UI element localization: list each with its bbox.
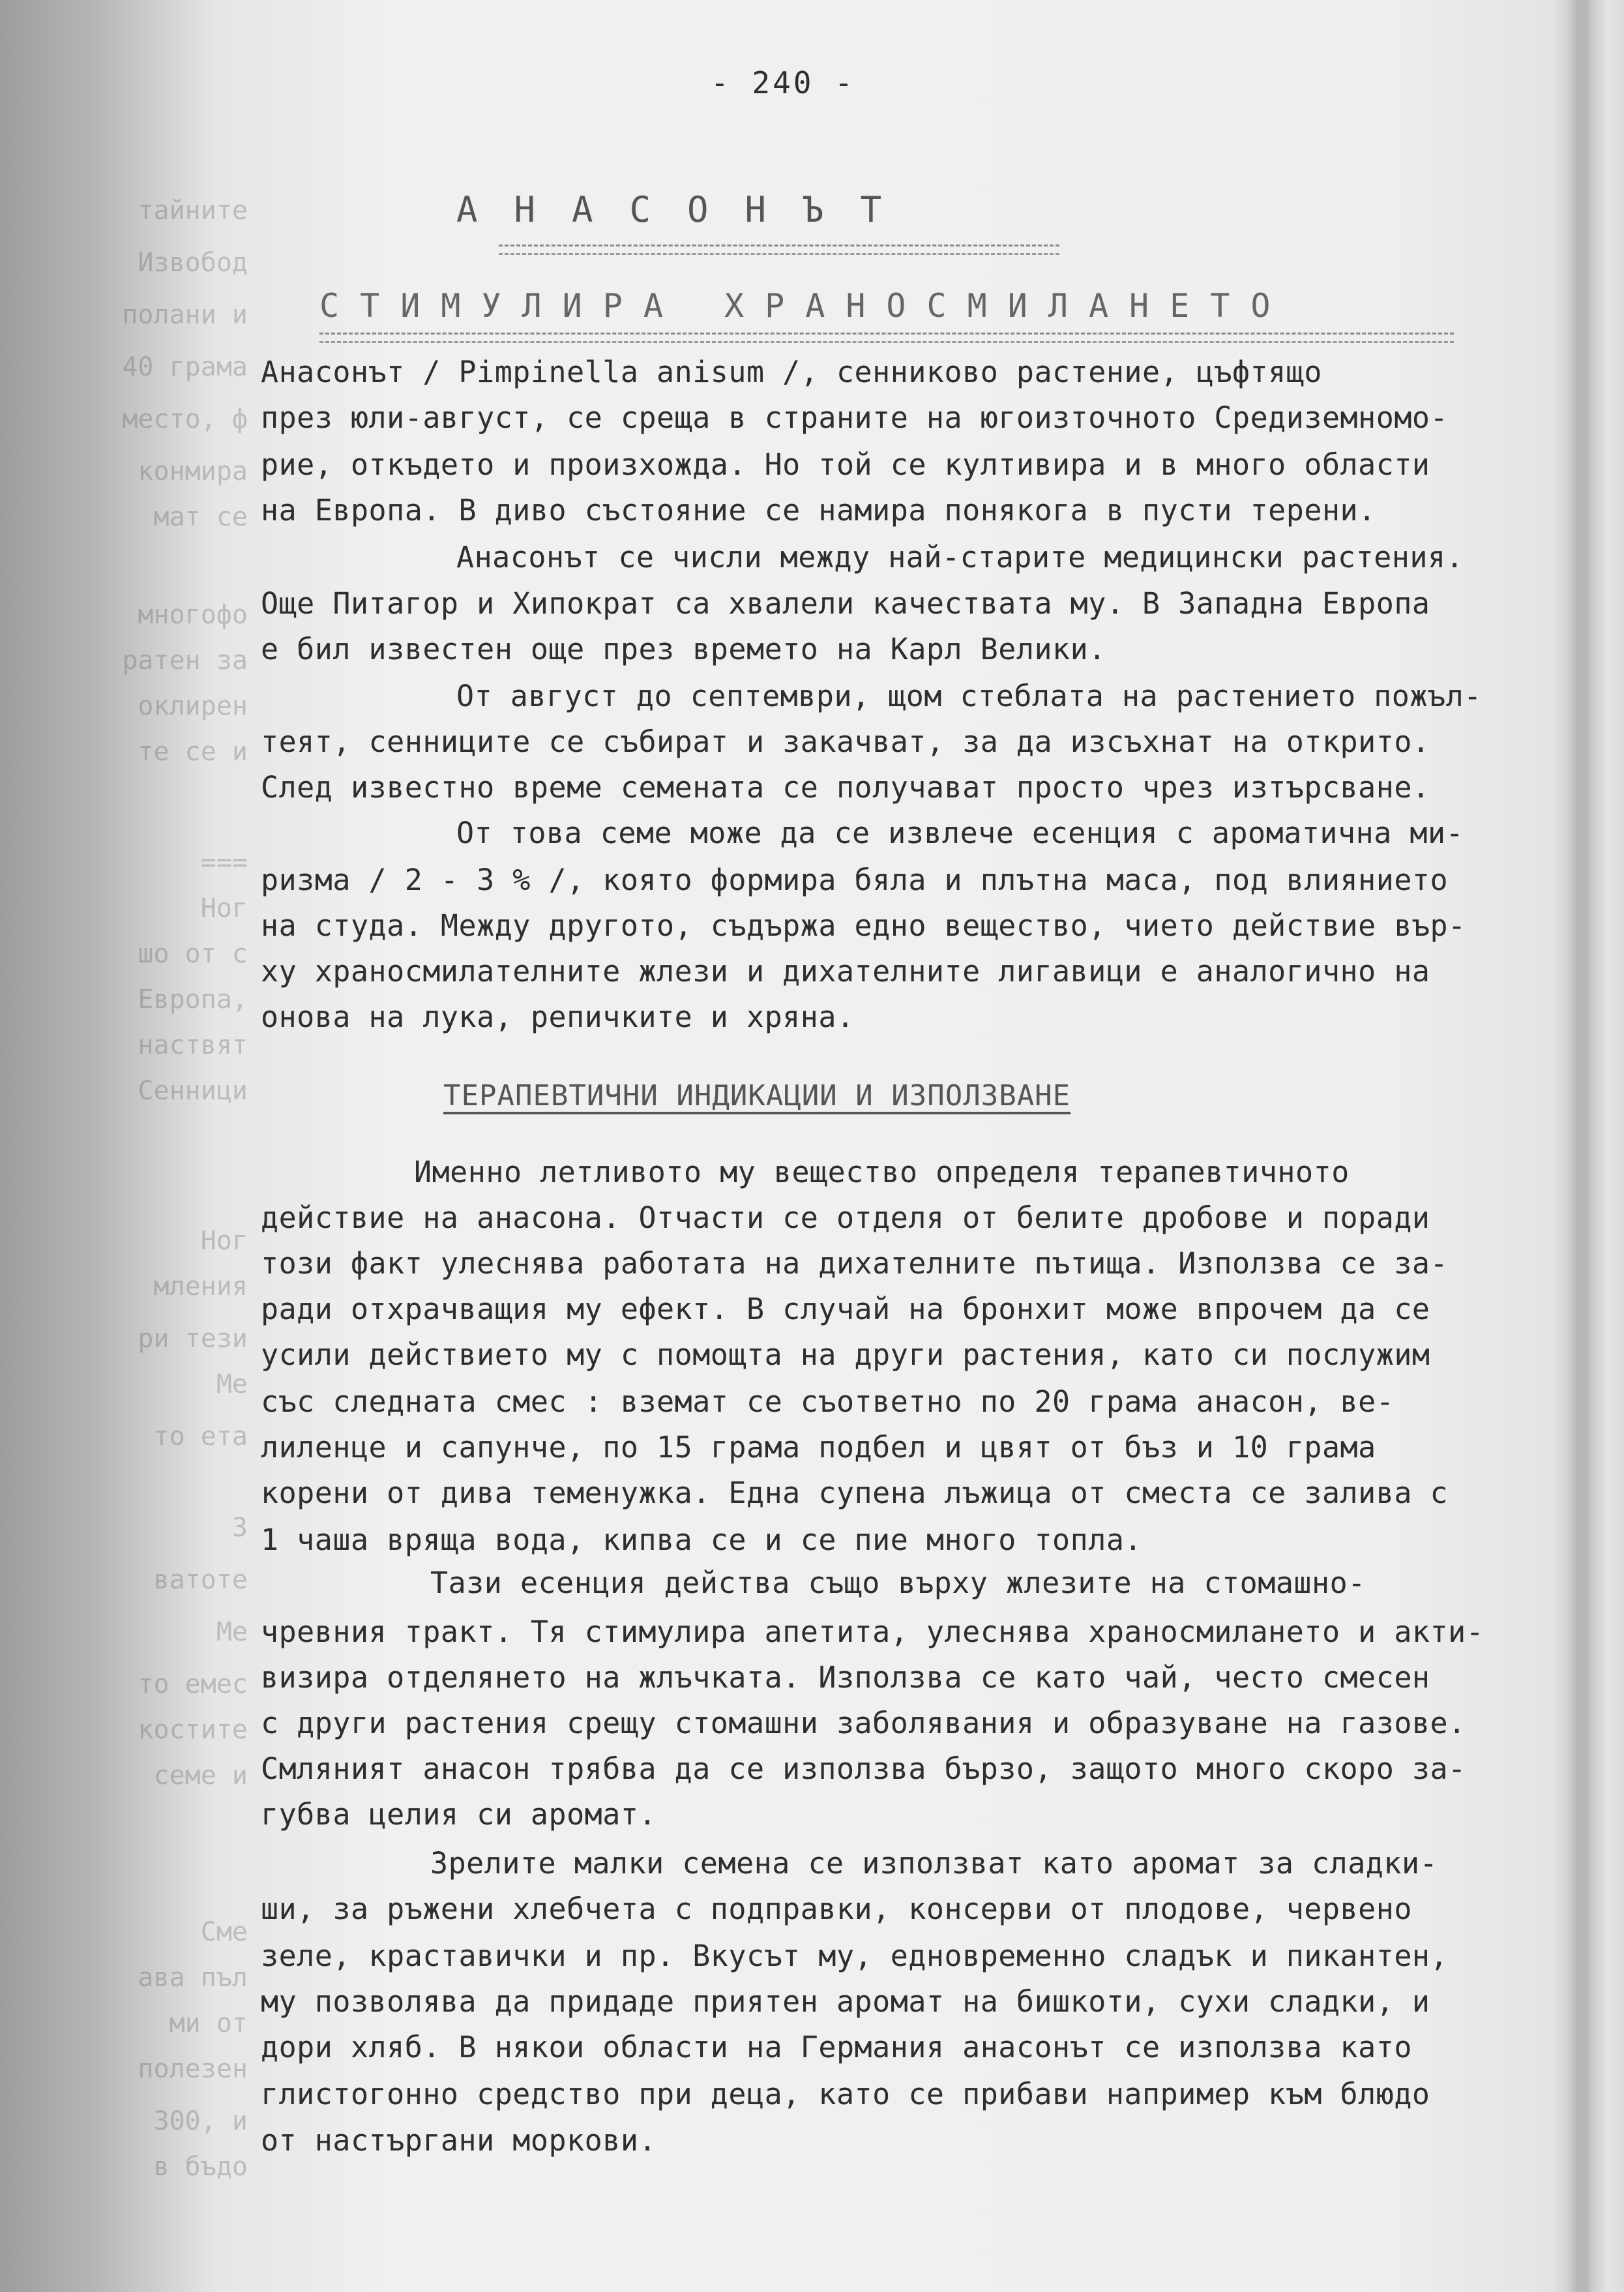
body-line: От август до септември, щом стеблата на растението пожъл- — [456, 679, 1482, 713]
bleed-text: З — [231, 1513, 248, 1543]
page-edge-shadow — [1568, 0, 1607, 2292]
bleed-text: Ме — [216, 1617, 248, 1647]
body-line: е бил известен още през времето на Карл Велики. — [261, 632, 1106, 666]
body-line: ради отхрачващия му ефект. В случай на бронхит може впрочем да се — [261, 1292, 1430, 1326]
bleed-through-margin — [0, 0, 248, 2292]
bleed-text: мат се — [153, 502, 248, 532]
title-underline — [499, 245, 1059, 246]
body-line: на студа. Между другото, съдържа едно вещество, чието действие вър- — [261, 908, 1466, 943]
bleed-text: ратен за — [122, 646, 248, 676]
body-line: 1 чаша вряща вода, кипва се и се пие много топла. — [261, 1523, 1143, 1557]
body-line: След известно време семената се получават просто чрез изтърсване. — [261, 770, 1430, 805]
body-line: със следната смес : вземат се съответно по 20 грама анасон, ве- — [261, 1384, 1395, 1419]
body-line: през юли-август, се среща в страните на югоизточното Средиземномо- — [261, 400, 1449, 435]
body-line: Смляният анасон трябва да се използва бързо, защото много скоро за- — [261, 1751, 1466, 1786]
bleed-text: Европа, — [138, 985, 248, 1015]
body-line: визира отделянето на жлъчката. Използва се като чай, често смесен — [261, 1660, 1430, 1695]
body-line: теят, сенниците се събират и закачват, за да изсъхнат на открито. — [261, 724, 1430, 759]
bleed-text: место, ф — [122, 404, 248, 434]
bleed-text: шо от с — [138, 939, 248, 969]
body-line: дори хляб. В някои области на Германия анасонът се използва като — [261, 2030, 1412, 2064]
bleed-text: === — [200, 848, 248, 878]
body-line: Анасонът / Pimpinella anisum /, сенниково растение, цъфтящо — [261, 355, 1322, 389]
body-line: чревния тракт. Тя стимулира апетита, улеснява храносмилането и акти- — [261, 1615, 1484, 1649]
bleed-text: Ме — [216, 1369, 248, 1399]
body-line: усили действието му с помощта на други растения, като си послужим — [261, 1337, 1430, 1372]
body-line: От това семе може да се извлече есенция с ароматична ми- — [456, 816, 1464, 850]
page-number: - 240 - — [711, 65, 855, 100]
body-line: корени от дива теменужка. Една супена лъжица от сместа се залива с — [261, 1476, 1449, 1510]
bleed-text: ватоте — [153, 1565, 248, 1595]
section-heading: ТЕРАПЕВТИЧНИ ИНДИКАЦИИ И ИЗПОЛЗВАНЕ — [443, 1079, 1071, 1112]
bleed-text: то емес — [138, 1669, 248, 1699]
subtitle-underline — [319, 333, 1454, 335]
bleed-text: Извобод — [138, 248, 248, 278]
bleed-text: Сенници — [138, 1076, 248, 1106]
bleed-text: то ета — [153, 1421, 248, 1451]
body-line: Още Питагор и Хипократ са хвалели качествата му. В Западна Европа — [261, 586, 1430, 621]
body-line: от настъргани моркови. — [261, 2123, 657, 2158]
bleed-text: мления — [153, 1272, 248, 1302]
body-line: с други растения срещу стомашни заболявания и образуване на газове. — [261, 1706, 1466, 1740]
bleed-text: 40 грама — [122, 352, 248, 382]
body-line: Тази есенция действа също върху жлезите на стомашно- — [430, 1566, 1366, 1600]
page-subtitle: СТИМУЛИРА ХРАНОСМИЛАНЕТО — [319, 287, 1292, 325]
bleed-text: ава пъл — [138, 1963, 248, 1993]
subtitle-underline-2 — [319, 341, 1454, 343]
bleed-text: семе и — [153, 1761, 248, 1791]
bleed-text: наствят — [138, 1030, 248, 1060]
bleed-text: те се и — [138, 737, 248, 767]
body-line: ши, за ръжени хлебчета с подправки, консерви от плодове, червено — [261, 1892, 1412, 1926]
page-title: АНАСОНЪТ — [456, 189, 919, 230]
body-line: му позволява да придаде приятен аромат на бишкоти, сухи сладки, и — [261, 1984, 1430, 2019]
bleed-text: многофо — [138, 600, 248, 630]
body-line: действие на анасона. Отчасти се отделя от белите дробове и поради — [261, 1200, 1430, 1235]
bleed-text: ми от — [169, 2008, 248, 2038]
bleed-text: полезен — [138, 2054, 248, 2084]
body-line: губва целия си аромат. — [261, 1797, 657, 1832]
bleed-text: Ног — [200, 1226, 248, 1256]
bleed-text: оклирен — [138, 691, 248, 721]
body-line: ризма / 2 - 3 % /, която формира бяла и плътна маса, под влиянието — [261, 863, 1449, 897]
bleed-text: полани и — [122, 300, 248, 330]
body-line: Зрелите малки семена се използват като аромат за сладки- — [430, 1846, 1438, 1881]
bleed-text: Ног — [200, 893, 248, 923]
body-line: Именно летливото му вещество определя терапевтичното — [414, 1155, 1350, 1189]
body-line: Анасонът се числи между най-старите медицински растения. — [456, 540, 1464, 574]
body-line: рие, откъдето и произхожда. Но той се култивира и в много области — [261, 447, 1430, 482]
body-line: ху храносмилателните жлези и дихателните лигавици е аналогично на — [261, 954, 1430, 989]
bleed-text: конмира — [138, 456, 248, 486]
bleed-text: костите — [138, 1715, 248, 1745]
body-line: лиленце и сапунче, по 15 грама подбел и цвят от бъз и 10 грама — [261, 1430, 1376, 1465]
body-line: зеле, краставички и пр. Вкусът му, едновременно сладък и пикантен, — [261, 1939, 1449, 1973]
body-line: онова на лука, репичките и хряна. — [261, 1000, 855, 1034]
bleed-text: ри тези — [138, 1324, 248, 1354]
body-line: глистогонно средство при деца, като се прибави например към блюдо — [261, 2077, 1430, 2111]
title-underline-2 — [499, 253, 1059, 255]
body-line: този факт улеснява работата на дихателните пътища. Използва се за- — [261, 1246, 1449, 1281]
bleed-text: в бъдо — [153, 2152, 248, 2182]
bleed-text: Сме — [200, 1917, 248, 1947]
bleed-text: тайните — [138, 196, 248, 226]
body-line: на Европа. В диво състояние се намира понякога в пусти терени. — [261, 493, 1376, 528]
bleed-text: 300, и — [153, 2106, 248, 2136]
